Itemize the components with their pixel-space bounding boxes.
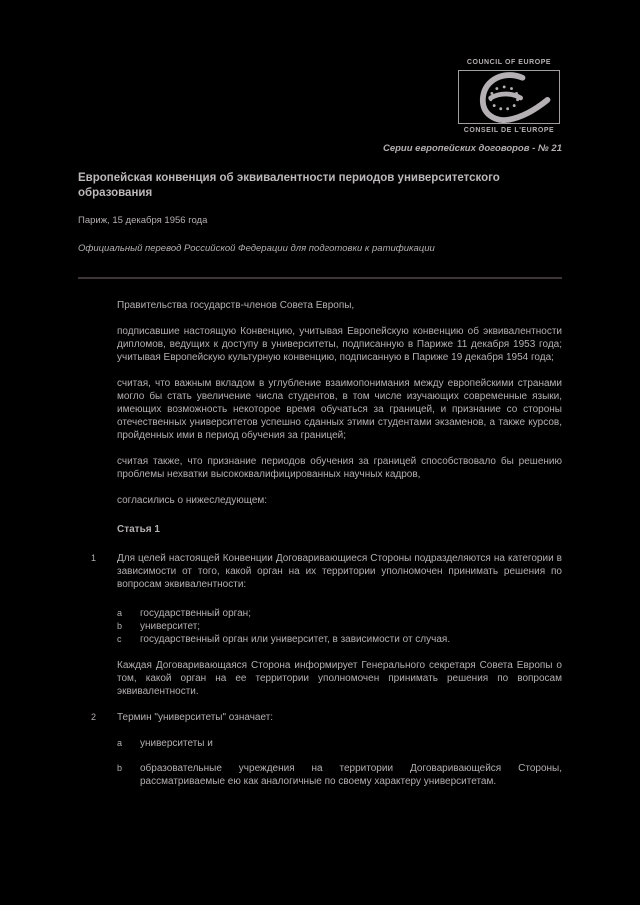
subitem-a bbox=[117, 737, 562, 750]
subitem-text: университет; bbox=[140, 621, 201, 632]
place-date-line: Париж, 15 декабря 1956 года bbox=[78, 215, 208, 226]
logo-caption-french: CONSEIL DE L'EUROPE bbox=[463, 127, 555, 134]
subitem-a bbox=[117, 607, 562, 620]
item-number: 2 bbox=[91, 712, 97, 722]
subitem-b bbox=[117, 620, 562, 633]
logo-emblem-box bbox=[458, 70, 560, 124]
subitem-text: государственный орган; bbox=[140, 608, 251, 619]
treaty-series-label: Серии европейских договоров - № 21 bbox=[382, 143, 562, 154]
item-number: 1 bbox=[91, 553, 97, 563]
preamble-paragraph-5: согласились о нижеследующем: bbox=[117, 495, 268, 506]
subitem-letter: a bbox=[117, 738, 123, 748]
subitem-text: государственный орган или университет, в зависимости от случая. bbox=[140, 634, 451, 645]
preamble-paragraph-2: подписавшие настоящую Конвенцию, учитывая Европейскую конвенцию об эквивалентности дипломов, ведущих к доступу в университеты, подписанную в Париже 11 декабря 1953 года; учитывая Европейскую культурную конвенцию, подписанную в Париже 19 декабря 1954 года; bbox=[117, 326, 562, 363]
subitem-letter: b bbox=[117, 621, 123, 631]
subitem-letter: a bbox=[117, 608, 123, 618]
article-1-item-2-text: Термин "университеты" означает: bbox=[117, 712, 274, 723]
document-title: Европейская конвенция об эквивалентности периодов университетского образования bbox=[78, 172, 500, 199]
council-of-europe-e-with-stars-icon bbox=[461, 71, 557, 123]
subitem-text: университеты и bbox=[140, 738, 213, 749]
subitem-text: образовательные учреждения на территории Договаривающейся Стороны, рассматриваемые ею как аналогичные по своему характеру университетам. bbox=[140, 763, 562, 787]
logo-caption-english: COUNCIL OF EUROPE bbox=[466, 59, 552, 66]
subitem-letter: c bbox=[117, 634, 122, 644]
article-1-item-1-sublist bbox=[117, 607, 562, 646]
article-1-item-1 bbox=[91, 552, 562, 591]
subitem-letter: b bbox=[117, 763, 123, 773]
subitem-b bbox=[117, 762, 562, 788]
article-1-item-2 bbox=[91, 711, 562, 724]
preamble-paragraph-4: считая также, что признание периодов обучения за границей способствовало бы решению проблемы нехватки высококвалифицированных научных кадров, bbox=[117, 456, 562, 480]
article-1-item-1-closing: Каждая Договаривающаяся Сторона информирует Генерального секретаря Совета Европы о том, какой орган на ее территории уполномочен принимать решения по вопросам эквивалентности. bbox=[117, 660, 562, 697]
document-body bbox=[78, 299, 562, 788]
article-1-item-1-text: Для целей настоящей Конвенции Договаривающиеся Стороны подразделяются на категории в зависимости от того, какой орган на их территории уполномочен принимать решения по вопросам эквивалентности: bbox=[117, 553, 562, 590]
subitem-c bbox=[117, 633, 562, 646]
preamble-paragraph-3: считая, что важным вкладом в углубление взаимопонимания между европейскими странами могло бы стать увеличение числа студентов, в том числе изучающих современные языки, имеющих возможность некоторое время обучаться за границей, и признание со стороны отечественных университетов успешно сданных этими студентами экзаменов, а также курсов, пройденных ими в период обучения за границей; bbox=[117, 378, 562, 441]
council-of-europe-logo bbox=[458, 58, 560, 135]
translation-note: Официальный перевод Российской Федерации для подготовки к ратификации bbox=[78, 243, 435, 254]
horizontal-divider bbox=[78, 277, 562, 279]
preamble-paragraph-1: Правительства государств-членов Совета Европы, bbox=[117, 300, 355, 311]
article-1-heading: Статья 1 bbox=[117, 524, 160, 535]
